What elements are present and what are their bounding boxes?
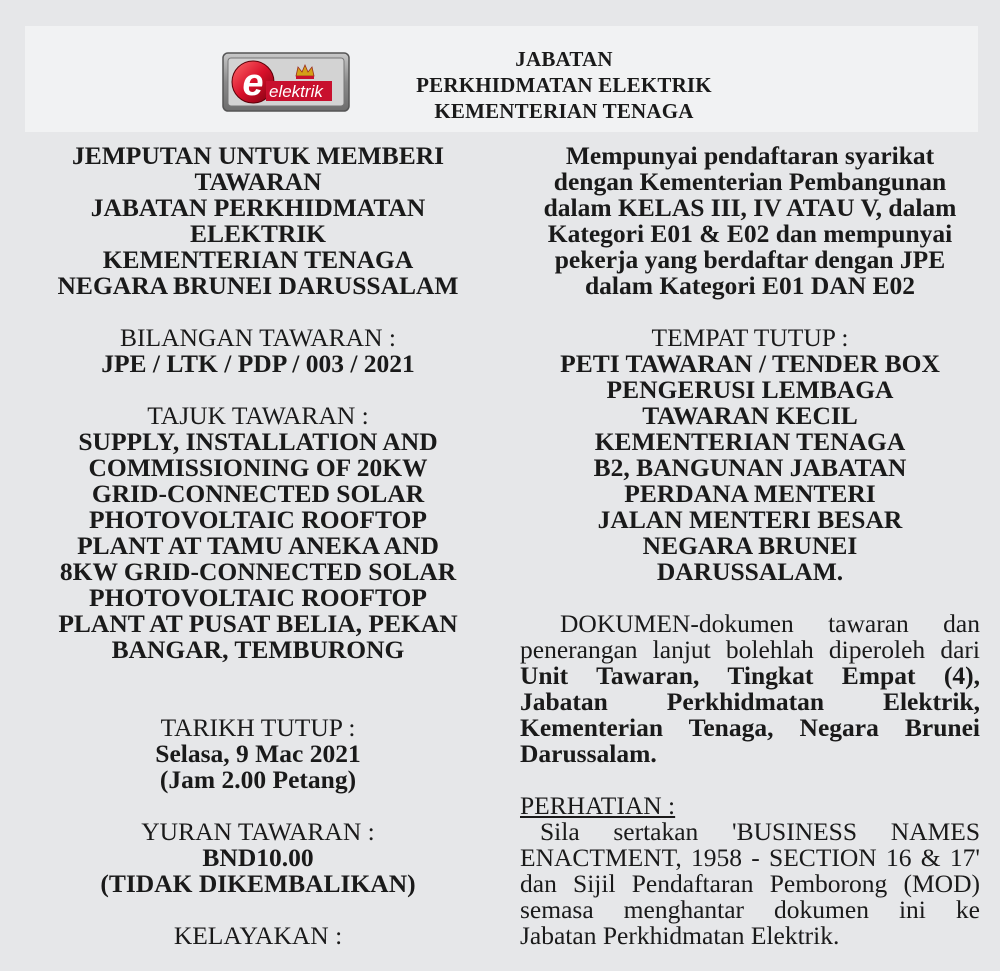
left-column [26, 143, 490, 949]
dokumen-line: Jabatan Perkhidmatan Elektrik, [520, 687, 980, 716]
tempat-line: TAWARAN KECIL [642, 401, 858, 430]
tempat-label: TEMPAT TUTUP : [651, 323, 849, 352]
dokumen-line: Unit Tawaran, Tingkat Empat (4), [520, 661, 980, 690]
tajuk-line: PHOTOVOLTAIC ROOFTOP [89, 583, 427, 612]
tarikh-label: TARIKH TUTUP : [160, 713, 356, 742]
title-line: KEMENTERIAN TENAGA [102, 245, 414, 274]
kelayakan-line: Mempunyai pendaftaran syarikat [565, 141, 935, 170]
kelayakan-text [520, 143, 980, 299]
dokumen-line: Kementerian Tenaga, Negara Brunei [520, 713, 980, 742]
perhatian-line: Jabatan Perkhidmatan Elektrik. [520, 921, 840, 950]
tempat-text [520, 351, 980, 585]
kelayakan-line: dengan Kementerian Pembangunan [553, 167, 947, 196]
perhatian-paragraph [520, 819, 980, 949]
bilangan-label: BILANGAN TAWARAN : [120, 323, 396, 352]
kelayakan-line: dalam Kategori E01 DAN E02 [584, 271, 916, 300]
tajuk-line: PLANT AT PUSAT BELIA, PEKAN [58, 609, 458, 638]
perhatian-heading [520, 793, 980, 819]
invitation-title [26, 143, 490, 299]
tempat-line: DARUSSALAM. [656, 557, 844, 586]
tajuk-text [26, 429, 490, 663]
tajuk-line: GRID-CONNECTED SOLAR [91, 479, 425, 508]
title-line: TAWARAN [194, 167, 322, 196]
kelayakan-line: Kategori E01 & E02 dan mempunyai [547, 219, 953, 248]
tajuk-line: SUPPLY, INSTALLATION AND [78, 427, 438, 456]
tempat-line: JALAN MENTERI BESAR [597, 505, 903, 534]
tajuk-line: PHOTOVOLTAIC ROOFTOP [89, 505, 427, 534]
title-line: JABATAN PERKHIDMATAN [90, 193, 426, 222]
tarikh-time: (Jam 2.00 Petang) [159, 765, 357, 794]
tempat-line: PERDANA MENTERI [624, 479, 876, 508]
tempat-line: NEGARA BRUNEI [642, 531, 858, 560]
tempat-line: B2, BANGUNAN JABATAN [593, 453, 907, 482]
tajuk-label: TAJUK TAWARAN : [147, 401, 369, 430]
tajuk-line: BANGAR, TEMBURONG [111, 635, 405, 664]
perhatian-line: semasa menghantar dokumen ini ke [520, 895, 980, 924]
tempat-line: PETI TAWARAN / TENDER BOX [560, 349, 940, 378]
kelayakan-line: pekerja yang berdaftar dengan JPE [554, 245, 946, 274]
title-line: JEMPUTAN UNTUK MEMBERI [71, 141, 445, 170]
dokumen-line: DOKUMEN-dokumen tawaran dan [560, 609, 980, 638]
tajuk-line: COMMISSIONING OF 20KW [88, 453, 428, 482]
tempat-line: PENGERUSI LEMBAGA [606, 375, 894, 404]
dokumen-line: Darussalam. [520, 739, 657, 768]
yuran-label: YURAN TAWARAN : [141, 817, 375, 846]
logo-text: elektrik [269, 82, 323, 101]
title-line: NEGARA BRUNEI DARUSSALAM [57, 271, 459, 300]
tajuk-line: 8KW GRID-CONNECTED SOLAR [59, 557, 457, 586]
perhatian-line: Sila sertakan 'BUSINESS NAMES [540, 817, 980, 846]
kelayakan-label: KELAYAKAN : [173, 921, 343, 950]
tajuk-line: PLANT AT TAMU ANEKA AND [77, 531, 439, 560]
dokumen-line: penerangan lanjut bolehlah diperoleh dari [520, 635, 980, 664]
elektrik-logo [222, 51, 350, 113]
perhatian-line: dan Sijil Pendaftaran Pemborong (MOD) [520, 869, 980, 898]
perhatian-line: ENACTMENT, 1958 - SECTION 16 & 17' [520, 843, 980, 872]
dokumen-paragraph [520, 611, 980, 767]
title-line: ELEKTRIK [189, 219, 327, 248]
yuran-note: (TIDAK DIKEMBALIKAN) [100, 869, 416, 898]
yuran-amount: BND10.00 [202, 843, 314, 872]
svg-text:e: e [242, 62, 264, 104]
right-column [520, 143, 980, 949]
agency-line: KEMENTERIAN TENAGA [434, 99, 694, 123]
perhatian-label: PERHATIAN : [520, 791, 676, 820]
bilangan-value: JPE / LTK / PDP / 003 / 2021 [101, 349, 415, 378]
agency-line: JABATAN [515, 47, 613, 71]
tarikh-date: Selasa, 9 Mac 2021 [155, 739, 361, 768]
agency-name [388, 46, 740, 124]
tempat-line: KEMENTERIAN TENAGA [594, 427, 906, 456]
agency-line: PERKHIDMATAN ELEKTRIK [416, 73, 712, 97]
kelayakan-line: dalam KELAS III, IV ATAU V, dalam [543, 193, 957, 222]
